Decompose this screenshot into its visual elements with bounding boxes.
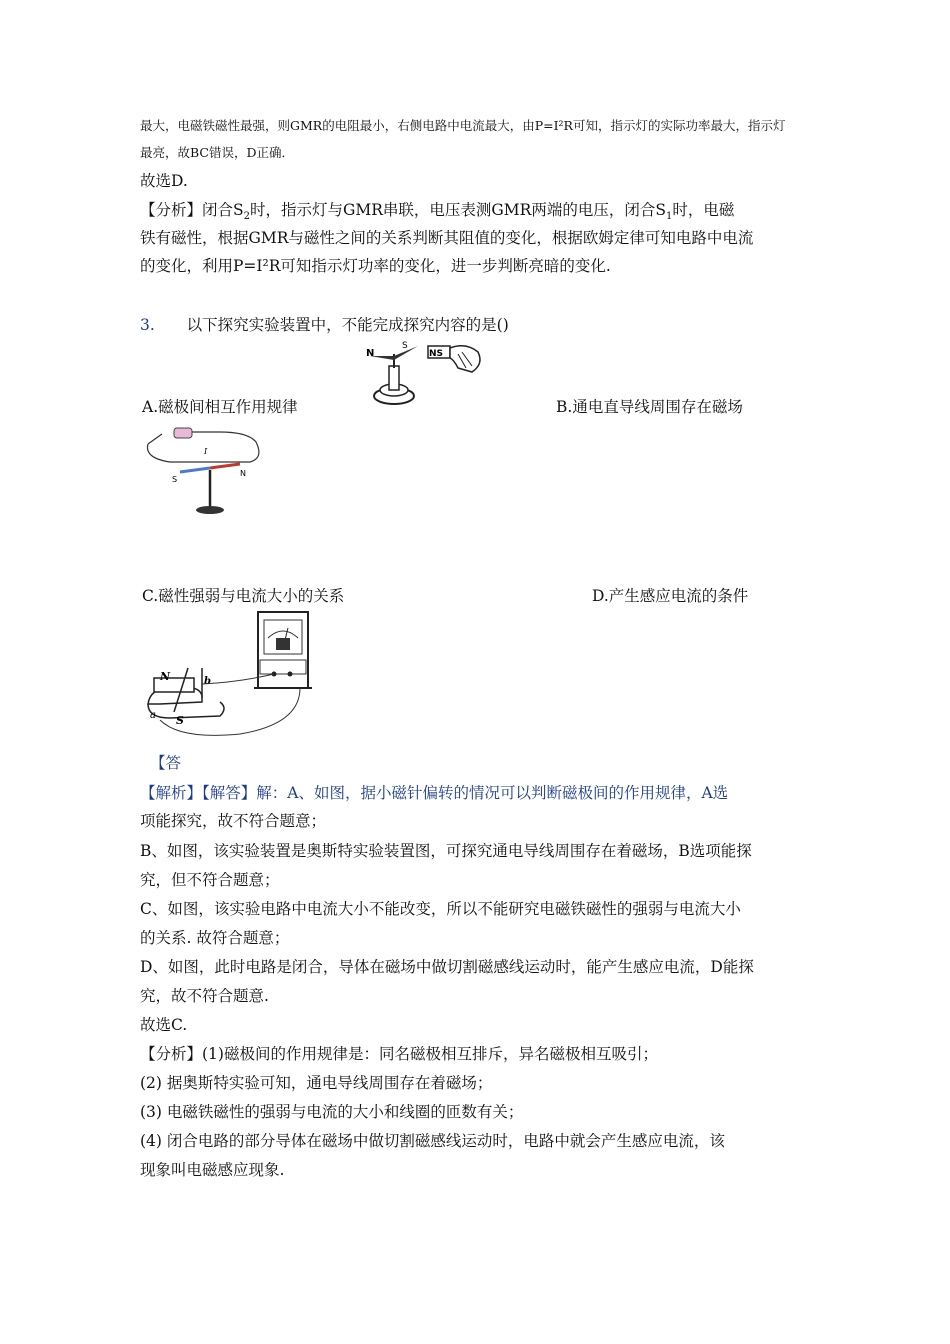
line4-part-c: 时，电磁 xyxy=(672,201,735,219)
figure-d-label-s: S xyxy=(176,714,184,727)
question-stem: 以下探究实验装置中，不能完成探究内容的是() xyxy=(186,316,509,334)
figure-a-label-n: N xyxy=(366,348,375,359)
text-line-2: 最亮，故BC错误，D正确． xyxy=(140,145,295,160)
figure-b-oersted xyxy=(140,422,264,518)
fenxi-line-3: (3) 电磁铁磁性的强弱与电流的大小和线圈的匝数有关； xyxy=(140,1103,524,1121)
text-line-1: 最大，电磁铁磁性最强，则GMR的电阻最小，右侧电路中电流最大，由P=I²R可知，指示灯的实际功率最大，指示灯 xyxy=(140,118,786,133)
analysis-line-8: 究，故不符合题意. xyxy=(140,987,269,1005)
fenxi-line-5: 现象叫电磁感应现象. xyxy=(140,1161,285,1179)
figure-d-label-b: b xyxy=(204,676,211,687)
figure-d-induction xyxy=(140,608,320,738)
figure-a-compass xyxy=(362,338,488,414)
option-c[interactable]: C.磁性强弱与电流大小的关系 xyxy=(142,587,345,605)
figure-a-label-s: S xyxy=(402,341,408,351)
figure-a-label-ns: NS xyxy=(429,349,444,359)
text-line-5: 铁有磁性，根据GMR与磁性之间的关系判断其阻值的变化，根据欧姆定律可知电路中电流 xyxy=(140,229,754,247)
figure-d-label-n: N xyxy=(160,670,171,683)
figure-b-label-s: S xyxy=(172,475,178,484)
figure-b-label-i: I xyxy=(204,447,208,456)
fenxi-line-4: (4) 闭合电路的部分导体在磁场中做切割磁感线运动时，电路中就会产生感应电流，该 xyxy=(140,1132,725,1150)
option-a[interactable]: A.磁极间相互作用规律 xyxy=(142,398,298,416)
sub-1: 1 xyxy=(665,211,673,223)
line4-part-b: 时，指示灯与GMR串联，电压表测GMR两端的电压，闭合S xyxy=(250,201,666,219)
figure-d-label-a: a xyxy=(150,710,156,721)
analysis-line-6: 的关系. 故符合题意； xyxy=(140,929,290,947)
analysis-line-2: 项能探究，故不符合题意； xyxy=(140,812,327,830)
option-d[interactable]: D.产生感应电流的条件 xyxy=(592,587,749,605)
text-line-4 xyxy=(140,199,734,228)
option-b[interactable]: B.通电直导线周围存在磁场 xyxy=(556,398,743,416)
text-line-3: 故选D. xyxy=(140,172,188,190)
analysis-line-7: D、如图，此时电路是闭合，导体在磁场中做切割磁感线运动时，能产生感应电流，D能探 xyxy=(140,958,754,976)
analysis-line-3: B、如图，该实验装置是奥斯特实验装置图，可探究通电导线周围存在着磁场，B选项能探 xyxy=(140,842,752,860)
figure-b-label-n: N xyxy=(240,469,246,478)
sub-2: 2 xyxy=(243,211,250,223)
analysis-line-1 xyxy=(140,782,728,804)
fenxi-line-2: (2) 据奥斯特实验可知，通电导线周围存在着磁场； xyxy=(140,1074,493,1092)
analysis-line-5: C、如图，该实验电路中电流大小不能改变，所以不能研究电磁铁磁性的强弱与电流大小 xyxy=(140,900,741,918)
answer-tag: 【答 xyxy=(150,754,182,772)
text-line-6: 的变化，利用P=I²R可知指示灯功率的变化，进一步判断亮暗的变化. xyxy=(140,257,611,275)
fenxi-line-1: 【分析】(1)磁极间的作用规律是：同名磁极相互排斥，异名磁极相互吸引； xyxy=(140,1045,658,1063)
question-number: 3. xyxy=(140,316,155,334)
analysis-line-1-text: 【解析】【解答】解：A、如图，据小磁针偏转的情况可以判断磁极间的作用规律，A选 xyxy=(140,784,729,802)
choose-line: 故选C. xyxy=(140,1016,188,1034)
question-3 xyxy=(140,314,509,336)
analysis-line-4: 究，但不符合题意； xyxy=(140,871,280,889)
line4-part-a: 【分析】闭合S xyxy=(140,201,244,219)
